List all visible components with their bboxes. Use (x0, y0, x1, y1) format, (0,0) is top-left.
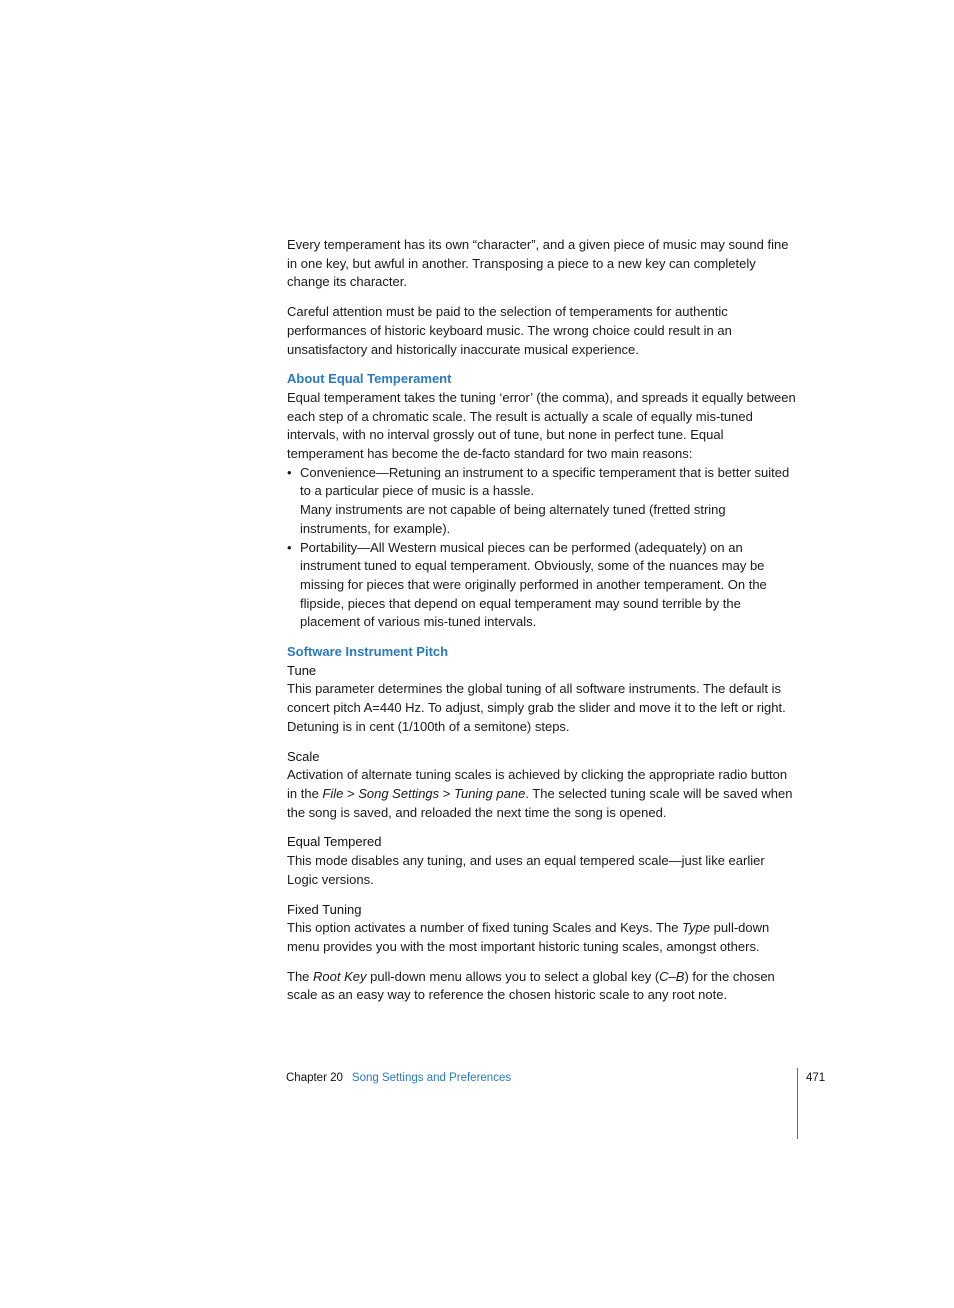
menu-path-song-settings: Song Settings (358, 785, 440, 801)
bullet-text: Portability—All Western musical pieces can be performed (adequately) on an instrument tuned to equal temperament. Obviously, some of the nuances may be missing for pieces that were originally performed in another temperament. On the flipside, pieces that depend on equal temperament may sound terrible by the placement of various mis-tuned intervals. (300, 539, 767, 630)
tune-body: This parameter determines the global tuning of all software instruments. The default is concert pitch A=440 Hz. To adjust, simply grab the slider and move it to the left or right. Detuning is in cent (1/100th of a semitone) steps. (287, 681, 786, 734)
scale-title: Scale (287, 748, 320, 764)
footer-divider (797, 1068, 798, 1139)
type-term: Type (682, 920, 710, 936)
bullet-extra-text: Many instruments are not capable of being alternately tuned (fretted string instruments, for example). (300, 502, 726, 536)
scale-body: Activation of alternate tuning scales is achieved by clicking the appropriate radio button in the File > Song Settings > Tuning pane. The selected tuning scale will be saved when the song is saved, and reloaded the next time the song is opened. (287, 767, 793, 820)
bullet-text: Convenience—Retuning an instrument to a specific temperament that is better suited to a particular piece of music is a hassle. (300, 464, 790, 499)
menu-path-file: File (322, 785, 344, 801)
equal-temperament-body: Equal temperament takes the tuning ‘error’ (the comma), and spreads it equally between each step of a chromatic scale. The result is actually a scale of equally mis-tuned intervals, with no interval grossly out of tune, but none in perfect tune. Equal temperament has become the de-facto standard for two main reasons: (287, 389, 796, 462)
equal-tempered-title: Equal Tempered (287, 834, 382, 850)
key-range-term: C–B (659, 968, 685, 984)
equal-tempered-body: This mode disables any tuning, and uses an equal tempered scale—just like earlier Logic versions. (287, 853, 765, 887)
page-footer (286, 1070, 511, 1086)
list-item (287, 539, 797, 633)
chapter-title: Song Settings and Preferences (351, 1072, 512, 1084)
list-item (287, 464, 797, 539)
intro-paragraph-1: Every temperament has its own “character”, and a given piece of music may sound fine in one key, but awful in another. Transposing a piece to a new key can completely change its character. (287, 237, 789, 290)
tune-title: Tune (287, 662, 317, 678)
root-key-term: Root Key (313, 968, 367, 984)
chapter-label: Chapter 20 (286, 1072, 343, 1084)
page-content (287, 236, 797, 1005)
root-key-paragraph: The Root Key pull-down menu allows you to select a global key (C–B) for the chosen scale as an easy way to reference the chosen historic scale to any root note. (287, 968, 775, 1003)
page-number: 471 (806, 1072, 826, 1084)
menu-path-tuning-pane: Tuning pane (453, 785, 526, 801)
equal-temperament-heading: About Equal Temperament (287, 371, 452, 387)
fixed-tuning-title: Fixed Tuning (287, 901, 362, 917)
intro-paragraph-2: Careful attention must be paid to the selection of temperaments for authentic performances of historic keyboard music. The wrong choice could result in an unsatisfactory and historically inaccurate musical experience. (287, 304, 732, 357)
reasons-list (287, 464, 797, 632)
software-pitch-heading: Software Instrument Pitch (287, 644, 449, 660)
fixed-tuning-body: This option activates a number of fixed tuning Scales and Keys. The Type pull-down menu provides you with the most important historic tuning scales, amongst others. (287, 920, 770, 954)
